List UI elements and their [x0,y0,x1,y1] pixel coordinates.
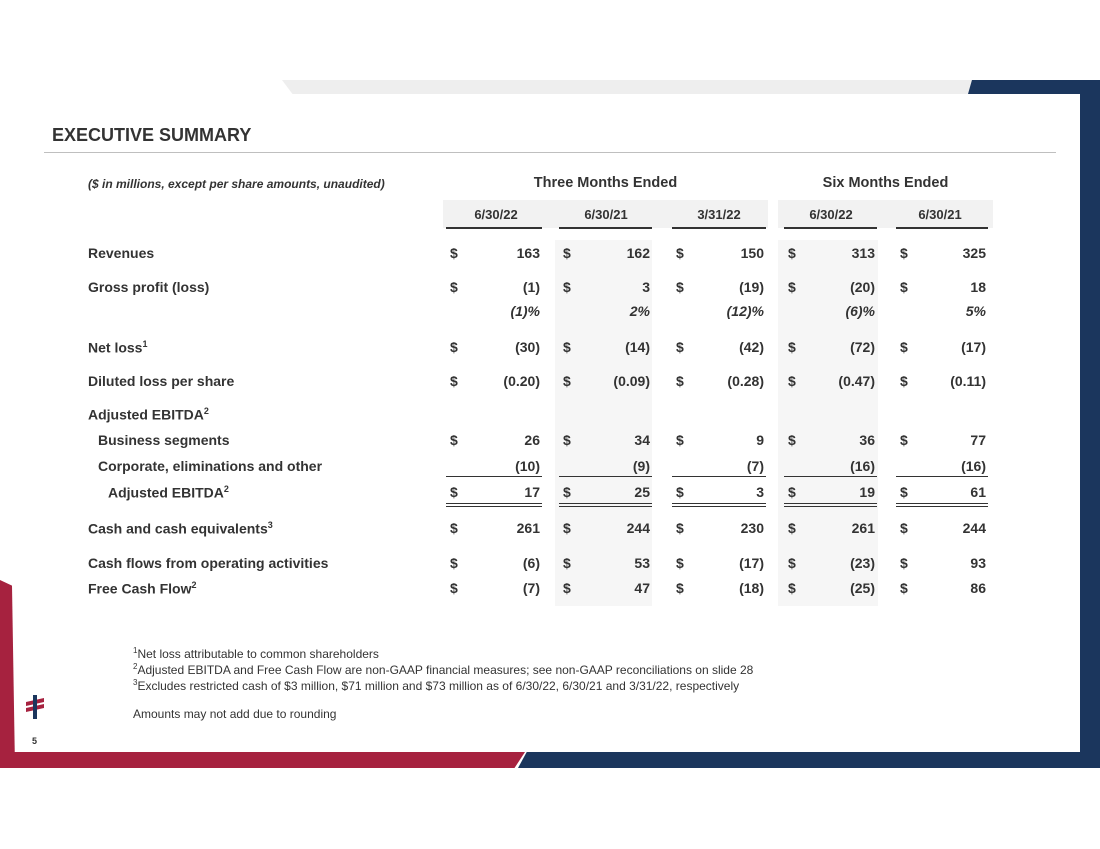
value-cell: 313 [851,245,875,261]
total-underline [672,503,766,504]
currency-symbol: $ [788,484,796,500]
row-label [88,373,234,389]
group-header-three-months: Three Months Ended [533,175,678,191]
value-cell: (10) [515,458,540,474]
value-cell: 34 [634,432,650,448]
value-cell: 3 [756,484,764,500]
value-cell: (1) [522,279,540,295]
value-cell: (0.11) [950,373,986,389]
value-cell: (16) [961,458,986,474]
currency-symbol: $ [900,339,908,355]
value-cell: 162 [626,245,650,261]
value-cell: 26 [524,432,540,448]
currency-symbol: $ [900,520,908,536]
value-cell: (23) [850,555,875,571]
value-cell: (7) [522,580,540,596]
value-cell: 9 [756,432,764,448]
value-cell: 53 [634,555,650,571]
value-cell: (9) [632,458,650,474]
value-cell: 244 [626,520,650,536]
footnote-number: 3 [133,678,138,687]
currency-symbol: $ [450,373,458,389]
currency-symbol: $ [450,432,458,448]
right-accent-bar [1080,80,1100,768]
currency-symbol: $ [450,279,458,295]
currency-symbol: $ [563,520,571,536]
currency-symbol: $ [676,339,684,355]
value-cell: 261 [851,520,875,536]
value-cell: (18) [739,580,764,596]
currency-symbol: $ [450,580,458,596]
row-label [108,484,229,501]
total-underline [784,506,877,507]
total-underline [559,503,652,504]
total-underline [672,506,766,507]
total-underline [896,506,988,507]
currency-symbol: $ [450,245,458,261]
group-header-six-months: Six Months Ended [822,175,949,191]
value-cell: 230 [740,520,764,536]
currency-symbol: $ [563,245,571,261]
row-label [88,279,209,295]
row-label-text: Adjusted EBITDA [108,484,224,501]
margin-cell: (12)% [726,303,764,319]
value-cell: (25) [850,580,875,596]
value-cell: (72) [850,339,875,355]
row-label-text: Diluted loss per share [88,373,235,389]
value-cell: (0.28) [727,373,764,389]
value-cell: (0.09) [613,373,650,389]
value-cell: 19 [859,484,875,500]
left-accent-bar [0,580,20,768]
value-cell: 25 [634,484,650,500]
row-label [98,458,322,474]
footnote-number: 1 [133,646,138,655]
title-divider [44,152,1056,153]
currency-symbol: $ [788,555,796,571]
value-cell: (14) [625,339,650,355]
row-label-text: Business segments [98,432,230,448]
footnote-text: Net loss attributable to common shareholders [137,647,379,661]
company-logo-icon [24,695,46,719]
column-header: 6/30/21 [584,207,628,222]
column-header-underline [672,227,766,229]
currency-symbol: $ [563,580,571,596]
total-underline [784,476,877,477]
value-cell: (17) [961,339,986,355]
total-underline [559,476,652,477]
value-cell: (19) [739,279,764,295]
currency-symbol: $ [676,432,684,448]
row-label [88,580,196,597]
page-number: 5 [32,736,38,746]
column-header-underline [446,227,542,229]
total-underline [446,506,542,507]
column-header-underline [896,227,988,229]
currency-symbol: $ [450,339,458,355]
currency-symbol: $ [563,339,571,355]
row-label-text: Net loss [88,339,143,356]
value-cell: 3 [642,279,650,295]
row-label [88,339,147,356]
value-cell: 261 [516,520,540,536]
footnote-marker: 2 [223,484,229,494]
total-underline [446,503,542,504]
footnote [133,646,379,661]
footnote-text: Excludes restricted cash of $3 million, $71 million and $73 million as of 6/30/22, 6/30/21 and 3/31/22, respectively [137,679,740,693]
currency-symbol: $ [900,279,908,295]
currency-symbol: $ [563,555,571,571]
currency-symbol: $ [563,484,571,500]
table-subtitle: ($ in millions, except per share amounts, unaudited) [88,177,385,191]
value-cell: (0.20) [503,373,540,389]
row-label [88,406,209,423]
margin-cell: (6)% [845,303,875,319]
value-cell: (17) [739,555,764,571]
currency-symbol: $ [900,555,908,571]
footnote-text: Adjusted EBITDA and Free Cash Flow are non-GAAP financial measures; see non-GAAP reconciliations on slide 28 [137,663,754,677]
bottom-red-bar [0,752,525,768]
currency-symbol: $ [900,245,908,261]
currency-symbol: $ [788,580,796,596]
total-underline [784,503,877,504]
page-title: EXECUTIVE SUMMARY [52,125,252,145]
currency-symbol: $ [563,432,571,448]
currency-symbol: $ [563,373,571,389]
total-underline [896,503,988,504]
value-cell: 18 [970,279,986,295]
value-cell: (42) [739,339,764,355]
row-label-text: Cash flows from operating activities [88,555,329,571]
bottom-navy-bar [518,752,1100,768]
value-cell: 36 [859,432,875,448]
currency-symbol: $ [676,484,684,500]
currency-symbol: $ [788,432,796,448]
currency-symbol: $ [676,520,684,536]
total-underline [446,476,542,477]
total-underline [672,476,766,477]
currency-symbol: $ [676,373,684,389]
row-label-text: Adjusted EBITDA [88,406,204,423]
footnote-marker: 1 [142,339,148,349]
column-header-underline [559,227,652,229]
currency-symbol: $ [676,555,684,571]
row-label [88,245,154,261]
column-header-underline [784,227,877,229]
currency-symbol: $ [563,279,571,295]
footnote [133,678,739,693]
value-cell: 77 [970,432,986,448]
row-label-text: Corporate, eliminations and other [98,458,323,474]
currency-symbol: $ [788,339,796,355]
column-header: 6/30/22 [809,207,853,222]
value-cell: 93 [970,555,986,571]
currency-symbol: $ [900,580,908,596]
currency-symbol: $ [788,279,796,295]
currency-symbol: $ [450,520,458,536]
currency-symbol: $ [676,245,684,261]
column-header: 3/31/22 [697,207,741,222]
total-underline [896,476,988,477]
row-label [88,520,273,537]
row-label-text: Free Cash Flow [88,580,192,597]
value-cell: 61 [970,484,986,500]
currency-symbol: $ [676,580,684,596]
currency-symbol: $ [900,373,908,389]
margin-cell: 2% [629,303,650,319]
row-label-text: Cash and cash equivalents [88,520,268,537]
currency-symbol: $ [900,432,908,448]
footnote-marker: 2 [203,406,209,416]
value-cell: (16) [850,458,875,474]
currency-symbol: $ [788,373,796,389]
currency-symbol: $ [788,245,796,261]
row-label-text: Revenues [88,245,155,261]
value-cell: 244 [962,520,986,536]
footnote-marker: 3 [267,520,273,530]
currency-symbol: $ [676,279,684,295]
row-label-text: Gross profit (loss) [88,279,210,295]
footnote-marker: 2 [191,580,197,590]
total-underline [559,506,652,507]
row-label [98,432,230,448]
value-cell: (7) [746,458,764,474]
margin-cell: (1)% [510,303,540,319]
value-cell: 163 [516,245,540,261]
currency-symbol: $ [788,520,796,536]
currency-symbol: $ [450,555,458,571]
value-cell: 47 [634,580,650,596]
value-cell: 17 [524,484,540,500]
currency-symbol: $ [900,484,908,500]
row-label [88,555,328,571]
rounding-note: Amounts may not add due to rounding [133,707,337,721]
footnote-number: 2 [133,662,138,671]
value-cell: (30) [515,339,540,355]
value-cell: 150 [740,245,764,261]
top-accent-bar [282,80,982,94]
column-header: 6/30/22 [474,207,518,222]
value-cell: 325 [962,245,986,261]
value-cell: (20) [850,279,875,295]
value-cell: 86 [970,580,986,596]
currency-symbol: $ [450,484,458,500]
column-header: 6/30/21 [918,207,962,222]
margin-cell: 5% [965,303,986,319]
value-cell: (0.47) [838,373,875,389]
value-cell: (6) [522,555,540,571]
footnote [133,662,753,677]
